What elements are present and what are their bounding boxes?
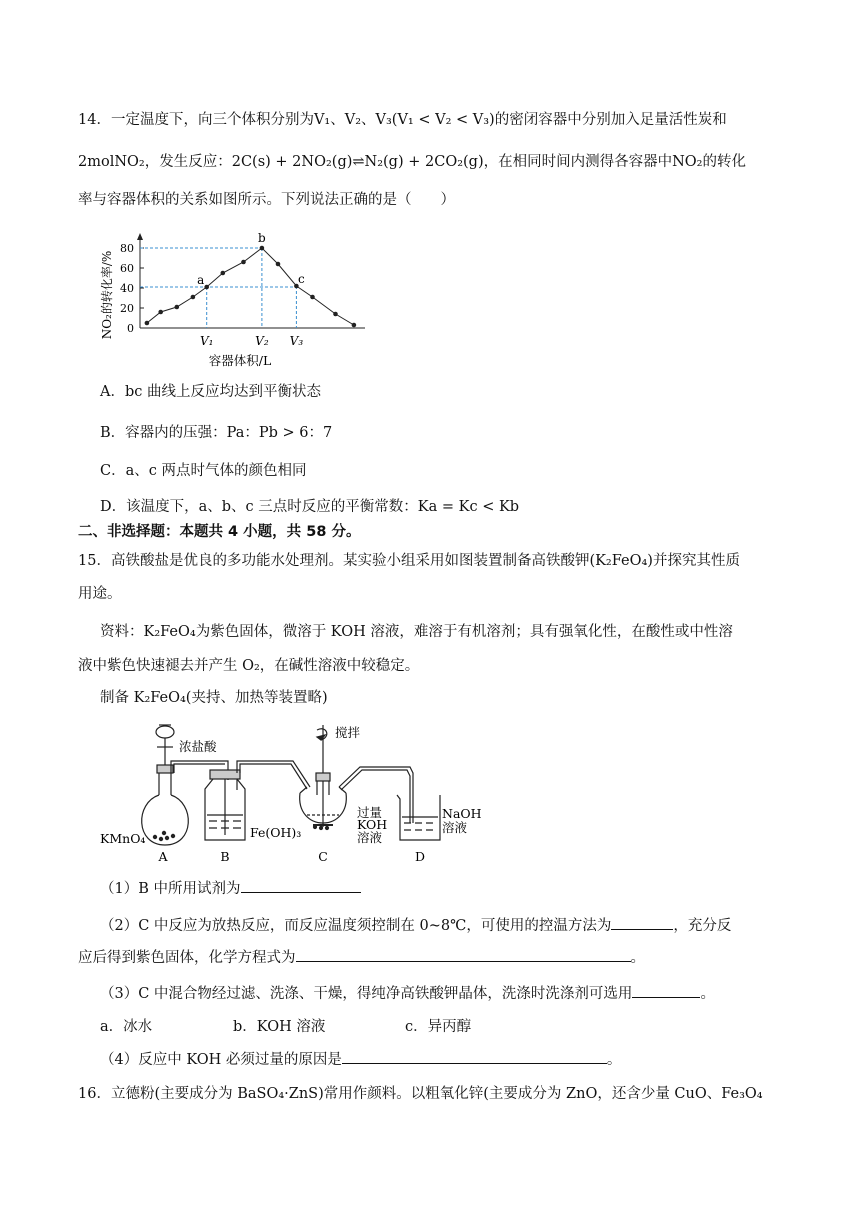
answer-blank-2b[interactable] [296,946,631,962]
label-koh: KOH [357,817,388,832]
q14-line1: 14．一定温度下，向三个体积分别为V₁、V₂、V₃(V₁ < V₂ < V₃)的密闭容器中分别加入足量活性炭和 [78,112,727,128]
label-d: D [414,849,426,864]
answer-blank-4[interactable] [342,1048,607,1064]
x-tick-label: V₂ [255,334,269,348]
y-tick-label: 60 [120,262,134,275]
q15-sub4-end: 。 [606,1052,622,1068]
q15-sub2-cont-text: 应后得到紫色固体，化学方程式为 [78,950,296,966]
data-point [333,312,338,317]
data-point [310,295,315,300]
data-point [145,321,150,326]
label-solution-c: 溶液 [357,830,383,845]
q15-sub4 [100,1048,621,1070]
y-tick-label: 0 [127,322,134,335]
q15-option-a: a．冰水 [100,1019,153,1035]
y-tick-label: 80 [120,242,134,255]
x-tick-label: V₁ [199,334,214,348]
label-naoh: NaOH [442,806,482,821]
label-kmno4: KMnO₄ [100,831,146,846]
q16-line1: 16．立德粉(主要成分为 BaSO₄·ZnS)常用作颜料。以粗氧化锌(主要成分为 ZnO，还含少量 CuO、Fe₃O₄ [78,1086,763,1102]
q14-option-b: B．容器内的压强：Pa：Pb > 6：7 [100,425,333,441]
q15-option-c: c．异丙醇 [405,1019,472,1035]
q14-option-a: A．bc 曲线上反应均达到平衡状态 [100,384,321,400]
beaker-d [397,795,440,840]
q15-line2: 用途。 [78,586,122,602]
label-solution-d: 溶液 [442,820,468,835]
q15-prep-heading: 制备 K₂FeO₄(夹持、加热等装置略) [100,690,328,706]
q15-sub3-end: 。 [700,986,715,1002]
answer-blank-1[interactable] [241,877,361,893]
q14-option-c: C．a、c 两点时气体的颜色相同 [100,463,307,479]
bottle-b [205,770,245,840]
q15-sub1 [100,877,361,899]
label-a: A [158,849,168,864]
y-tick-label: 40 [120,282,134,295]
q15-sub2 [100,914,731,936]
data-point [241,260,246,265]
q15-sub1-text: （1）B 中所用试剂为 [100,881,241,897]
q14-line2: 2molNO₂，发生反应：2C(s) + 2NO₂(g)⇌N₂(g) + 2CO₂(g)，在相同时间内测得各容器中NO₂的转化 [78,154,746,170]
label-stir: 搅拌 [335,725,361,740]
label-feoh3: Fe(OH)₃ [250,825,302,840]
answer-blank-2a[interactable] [611,914,673,930]
data-point [260,246,265,251]
apparatus-diagram [95,715,490,865]
label-b: B [220,849,230,864]
chart-xlabel: 容器体积/L [208,353,272,368]
q15-line1: 15．高铁酸盐是优良的多功能水处理剂。某实验小组采用如图装置制备高铁酸钾(K₂FeO₄)并探究其性质 [78,553,740,569]
y-axis [137,233,143,328]
data-point [352,323,357,328]
data-point [158,310,163,315]
label-excess: 过量 [357,805,383,820]
data-point [276,262,281,267]
label-c: C [318,849,328,864]
chart-ylabel: NO₂的转化率/% [100,250,114,340]
answer-blank-3[interactable] [632,982,700,998]
q15-material-line1: 资料：K₂FeO₄为紫色固体，微溶于 KOH 溶液，难溶于有机溶剂；具有强氧化性，在酸性或中性溶 [100,624,733,640]
flask-c [300,725,347,827]
data-point [175,305,180,310]
q15-sub3-text: （3）C 中混合物经过滤、洗涤、干燥，得纯净高铁酸钾晶体，洗涤时洗涤剂可选用 [100,986,633,1002]
q15-sub2-tail: ，充分反 [673,918,732,934]
q15-material-line2: 液中紫色快速褪去并产生 O₂，在碱性溶液中较稳定。 [78,658,420,674]
x-tick-label: V₃ [289,334,304,348]
q15-sub4-text: （4）反应中 KOH 必须过量的原因是 [100,1052,342,1068]
data-point [191,295,196,300]
section-title: 二、非选择题：本题共 4 小题，共 58 分。 [78,524,361,540]
q15-sub2-end: 。 [630,950,645,966]
q15-sub2-text: （2）C 中反应为放热反应，而反应温度须控制在 0~8℃，可使用的控温方法为 [100,918,612,934]
q15-option-b: b．KOH 溶液 [233,1019,326,1035]
y-tick-label: 20 [120,302,134,315]
point-label: b [258,231,266,245]
data-point [221,271,226,276]
point-label: a [197,273,205,287]
point-label: c [298,272,305,286]
data-point [204,285,209,290]
q14-line3: 率与容器体积的关系如图所示。下列说法正确的是（ ） [78,192,455,208]
q15-sub2-cont [78,946,645,968]
q15-sub3 [100,982,715,1004]
q14-option-d: D．该温度下，a、b、c 三点时反应的平衡常数：Ka = Kc < Kb [100,499,520,515]
conversion-chart [95,225,380,375]
label-conc-hcl: 浓盐酸 [179,739,217,754]
